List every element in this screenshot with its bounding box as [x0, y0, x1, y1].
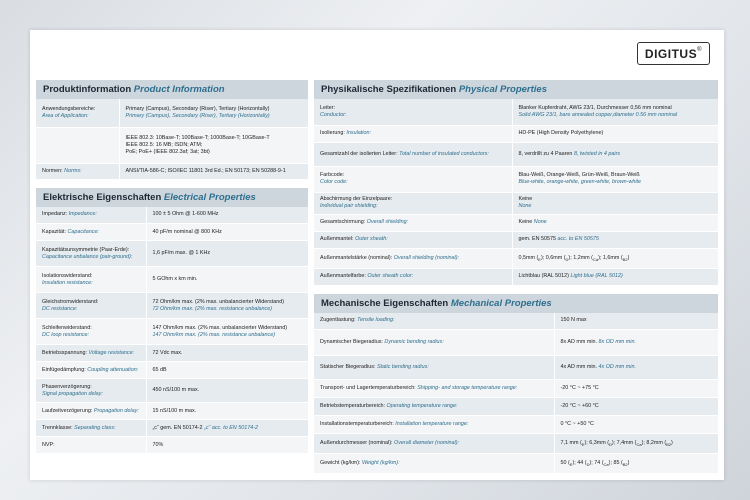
row-value: IEEE 802.3: 10Base-T; 100Base-T; 1000Base-T; 10GBase-T IEEE 802.5: 16 MB; ISDN; ATM; PoE; PoE+ (IEEE 802.3af; 3at; 3bt)	[119, 127, 308, 163]
row-value: 1,6 pF/m max. @ 1 KHz	[146, 241, 308, 267]
row-value: -20 °C ~ +75 °C	[554, 380, 718, 398]
row-label: Normen: Norms:	[36, 163, 119, 179]
table-row	[36, 345, 308, 362]
row-value: Primary (Campus), Secondary (Riser), Tertiary (Horizontally) Primary (Campus), Secondary (Riser), Tertiary (Horizontally)	[119, 99, 308, 127]
table-row	[314, 166, 718, 192]
table-row	[36, 362, 308, 379]
table-row	[36, 319, 308, 345]
row-label: Gesamtschirmung: Overall shielding:	[314, 214, 512, 231]
row-value: 150 N max	[554, 313, 718, 330]
table-row	[314, 192, 718, 214]
row-label: Isolationswiderstand: Insulation resistance:	[36, 267, 146, 293]
table-row	[36, 224, 308, 241]
row-label: Schleifenwiderstand: DC loop resistance:	[36, 319, 146, 345]
row-value: 4x AD mm min. 4x OD mm min.	[554, 356, 718, 380]
physical-table	[314, 99, 718, 286]
table-row	[36, 99, 308, 127]
row-value: 72 Vdc max.	[146, 345, 308, 362]
table-row	[314, 248, 718, 268]
row-value: Blau-Weiß, Orange-Weiß, Grün-Weiß, Braun-Weiß Blue-white, orange-white, green-white, brown-white	[512, 166, 718, 192]
table-row	[314, 214, 718, 231]
table-row	[314, 268, 718, 285]
row-label	[36, 127, 119, 163]
row-value: 7,1 mm $(_E)$; 6,3mm $(_D)$; 7,4mm $(_{Ca})$; 8,2mm $(_{B2})$	[554, 434, 718, 454]
row-label: Farbcode: Color code:	[314, 166, 512, 192]
table-row	[314, 313, 718, 330]
row-value: HD-PE (High Density Polyethylene)	[512, 125, 718, 142]
row-label: Phasenverzögerung: Signal propagation delay:	[36, 379, 146, 403]
row-label: Außenmantelstärke (nominal): Overall shielding (nominal):	[314, 248, 512, 268]
row-label: Isolierung: Insulation:	[314, 125, 512, 142]
row-label: Außenmantelfarbe: Outer sheath color:	[314, 268, 512, 285]
table-row	[36, 207, 308, 224]
table-row	[314, 356, 718, 380]
row-value: 70%	[146, 437, 308, 454]
mechanical-title: Mechanische Eigenschaften Mechanical Properties	[314, 294, 718, 313]
table-row	[314, 434, 718, 454]
table-row	[36, 420, 308, 437]
row-label: Gleichstromwiderstand: DC resistance:	[36, 293, 146, 319]
table-row	[314, 454, 718, 474]
row-value: Lichtblau (RAL 5012) Light blue (RAL 5012)	[512, 268, 718, 285]
physical-title: Physikalische Spezifikationen Physical Properties	[314, 80, 718, 99]
table-row	[314, 380, 718, 398]
mechanical-table	[314, 313, 718, 475]
row-value: 5 GOhm x km min.	[146, 267, 308, 293]
row-label: Leiter: Conductor:	[314, 99, 512, 125]
row-value: 65 dB	[146, 362, 308, 379]
row-value: Keine None	[512, 192, 718, 214]
row-value: 40 pF/m nominal @ 800 KHz	[146, 224, 308, 241]
table-row	[314, 231, 718, 248]
row-value: 15 nS/100 m max.	[146, 403, 308, 420]
row-value: ANSI/TIA-586-C; ISO/IEC 11801 3rd Ed.; EN 50173; EN 50288-9-1	[119, 163, 308, 179]
row-value: 50 $(_E)$; 44 $(_D)$; 74 $(_{Ca})$; 85 $(_{B2})$	[554, 454, 718, 474]
row-label: Trennklasse: Separating class:	[36, 420, 146, 437]
row-label: Außendurchmesser (nominal): Overall diameter (nominal):	[314, 434, 554, 454]
left-column	[36, 80, 308, 454]
row-label: Transport- und Lagertemperaturbereich: Shipping- and storage temperature range:	[314, 380, 554, 398]
right-column	[314, 80, 718, 474]
row-value: -20 °C ~ +60 °C	[554, 398, 718, 416]
row-label: Betriebsspannung: Voltage resistance:	[36, 345, 146, 362]
row-value: 100 ± 5 Ohm @ 1-600 MHz	[146, 207, 308, 224]
table-row	[36, 379, 308, 403]
row-value: 450 nS/100 m max.	[146, 379, 308, 403]
row-value: 8, verdrillt zu 4 Paaren 8, twisted in 4 pairs	[512, 142, 718, 166]
row-label: Gewicht (kg/km): Weight (kg/km):	[314, 454, 554, 474]
row-label: Außenmantel: Outer sheath:	[314, 231, 512, 248]
row-label: Einfügedämpfung: Coupling attenuation:	[36, 362, 146, 379]
table-row	[314, 125, 718, 142]
table-row	[314, 142, 718, 166]
row-label: Laufzeitverzögerung: Propagation delay:	[36, 403, 146, 420]
electrical-table	[36, 207, 308, 455]
table-row	[314, 99, 718, 125]
table-row	[36, 163, 308, 179]
row-label: Kapazitätsunsymmetrie (Paar-Erde): Capacitance unbalance (pair-ground):	[36, 241, 146, 267]
product-info-title: Produktinformation Product Information	[36, 80, 308, 99]
row-value: 8x AD mm min. 8x OD mm min.	[554, 330, 718, 356]
row-label: Impedanz: Impedance:	[36, 207, 146, 224]
row-value: gem. EN 50575 acc. to EN 50575	[512, 231, 718, 248]
table-row	[314, 416, 718, 434]
row-label: Betriebstemperaturbereich: Operating temperature range:	[314, 398, 554, 416]
table-row	[314, 330, 718, 356]
row-value: 72 Ohm/km max. (2% max. unbalancierter Widerstand) 72 Ohm/km max. (2% max. resistance unbalance)	[146, 293, 308, 319]
row-label: Kapazität: Capacitance:	[36, 224, 146, 241]
row-value: Keine None	[512, 214, 718, 231]
row-label: Statischer Biegeradius: Static bending radius:	[314, 356, 554, 380]
table-row	[36, 293, 308, 319]
table-row	[314, 398, 718, 416]
table-row	[36, 241, 308, 267]
table-row	[36, 127, 308, 163]
row-value: 0 °C ~ +50 °C	[554, 416, 718, 434]
row-label: NVP:	[36, 437, 146, 454]
datasheet	[30, 30, 724, 480]
row-value: 0,5mm $(_E)$; 0,6mm $(_D)$; 1,2mm $(_{Ca})$; 1,6mm $(_{B2})$	[512, 248, 718, 268]
row-value: Blanker Kupferdraht, AWG 23/1, Durchmesser 0,56 mm nominal Solid AWG 23/1, bare annealed copper,diameter 0.56 mm nominal	[512, 99, 718, 125]
row-label: Installationstemperaturbereich: Installation temperature range:	[314, 416, 554, 434]
row-label: Abschirmung der Einzelpaare: Individual pair shielding:	[314, 192, 512, 214]
table-row	[36, 267, 308, 293]
product-info-table	[36, 99, 308, 180]
row-label: Anwendungsbereiche: Area of Application:	[36, 99, 119, 127]
row-label: Zugentlastung: Tensile loading:	[314, 313, 554, 330]
row-label: Dynamischer Biegeradius: Dynamic bending radius:	[314, 330, 554, 356]
electrical-title: Elektrische Eigenschaften Electrical Properties	[36, 188, 308, 207]
table-row	[36, 437, 308, 454]
row-value: „c“ gem. EN 50174-2 „c“ acc. to EN 50174-2	[146, 420, 308, 437]
table-row	[36, 403, 308, 420]
digitus-logo: DIGITUS®	[637, 42, 710, 65]
row-value: 147 Ohm/km max. (2% max. unbalancierter Widerstand) 147 Ohm/km max. (2% max. resistance unbalance)	[146, 319, 308, 345]
row-label: Gesamtzahl der isolierten Leiter: Total number of insulated conductors:	[314, 142, 512, 166]
